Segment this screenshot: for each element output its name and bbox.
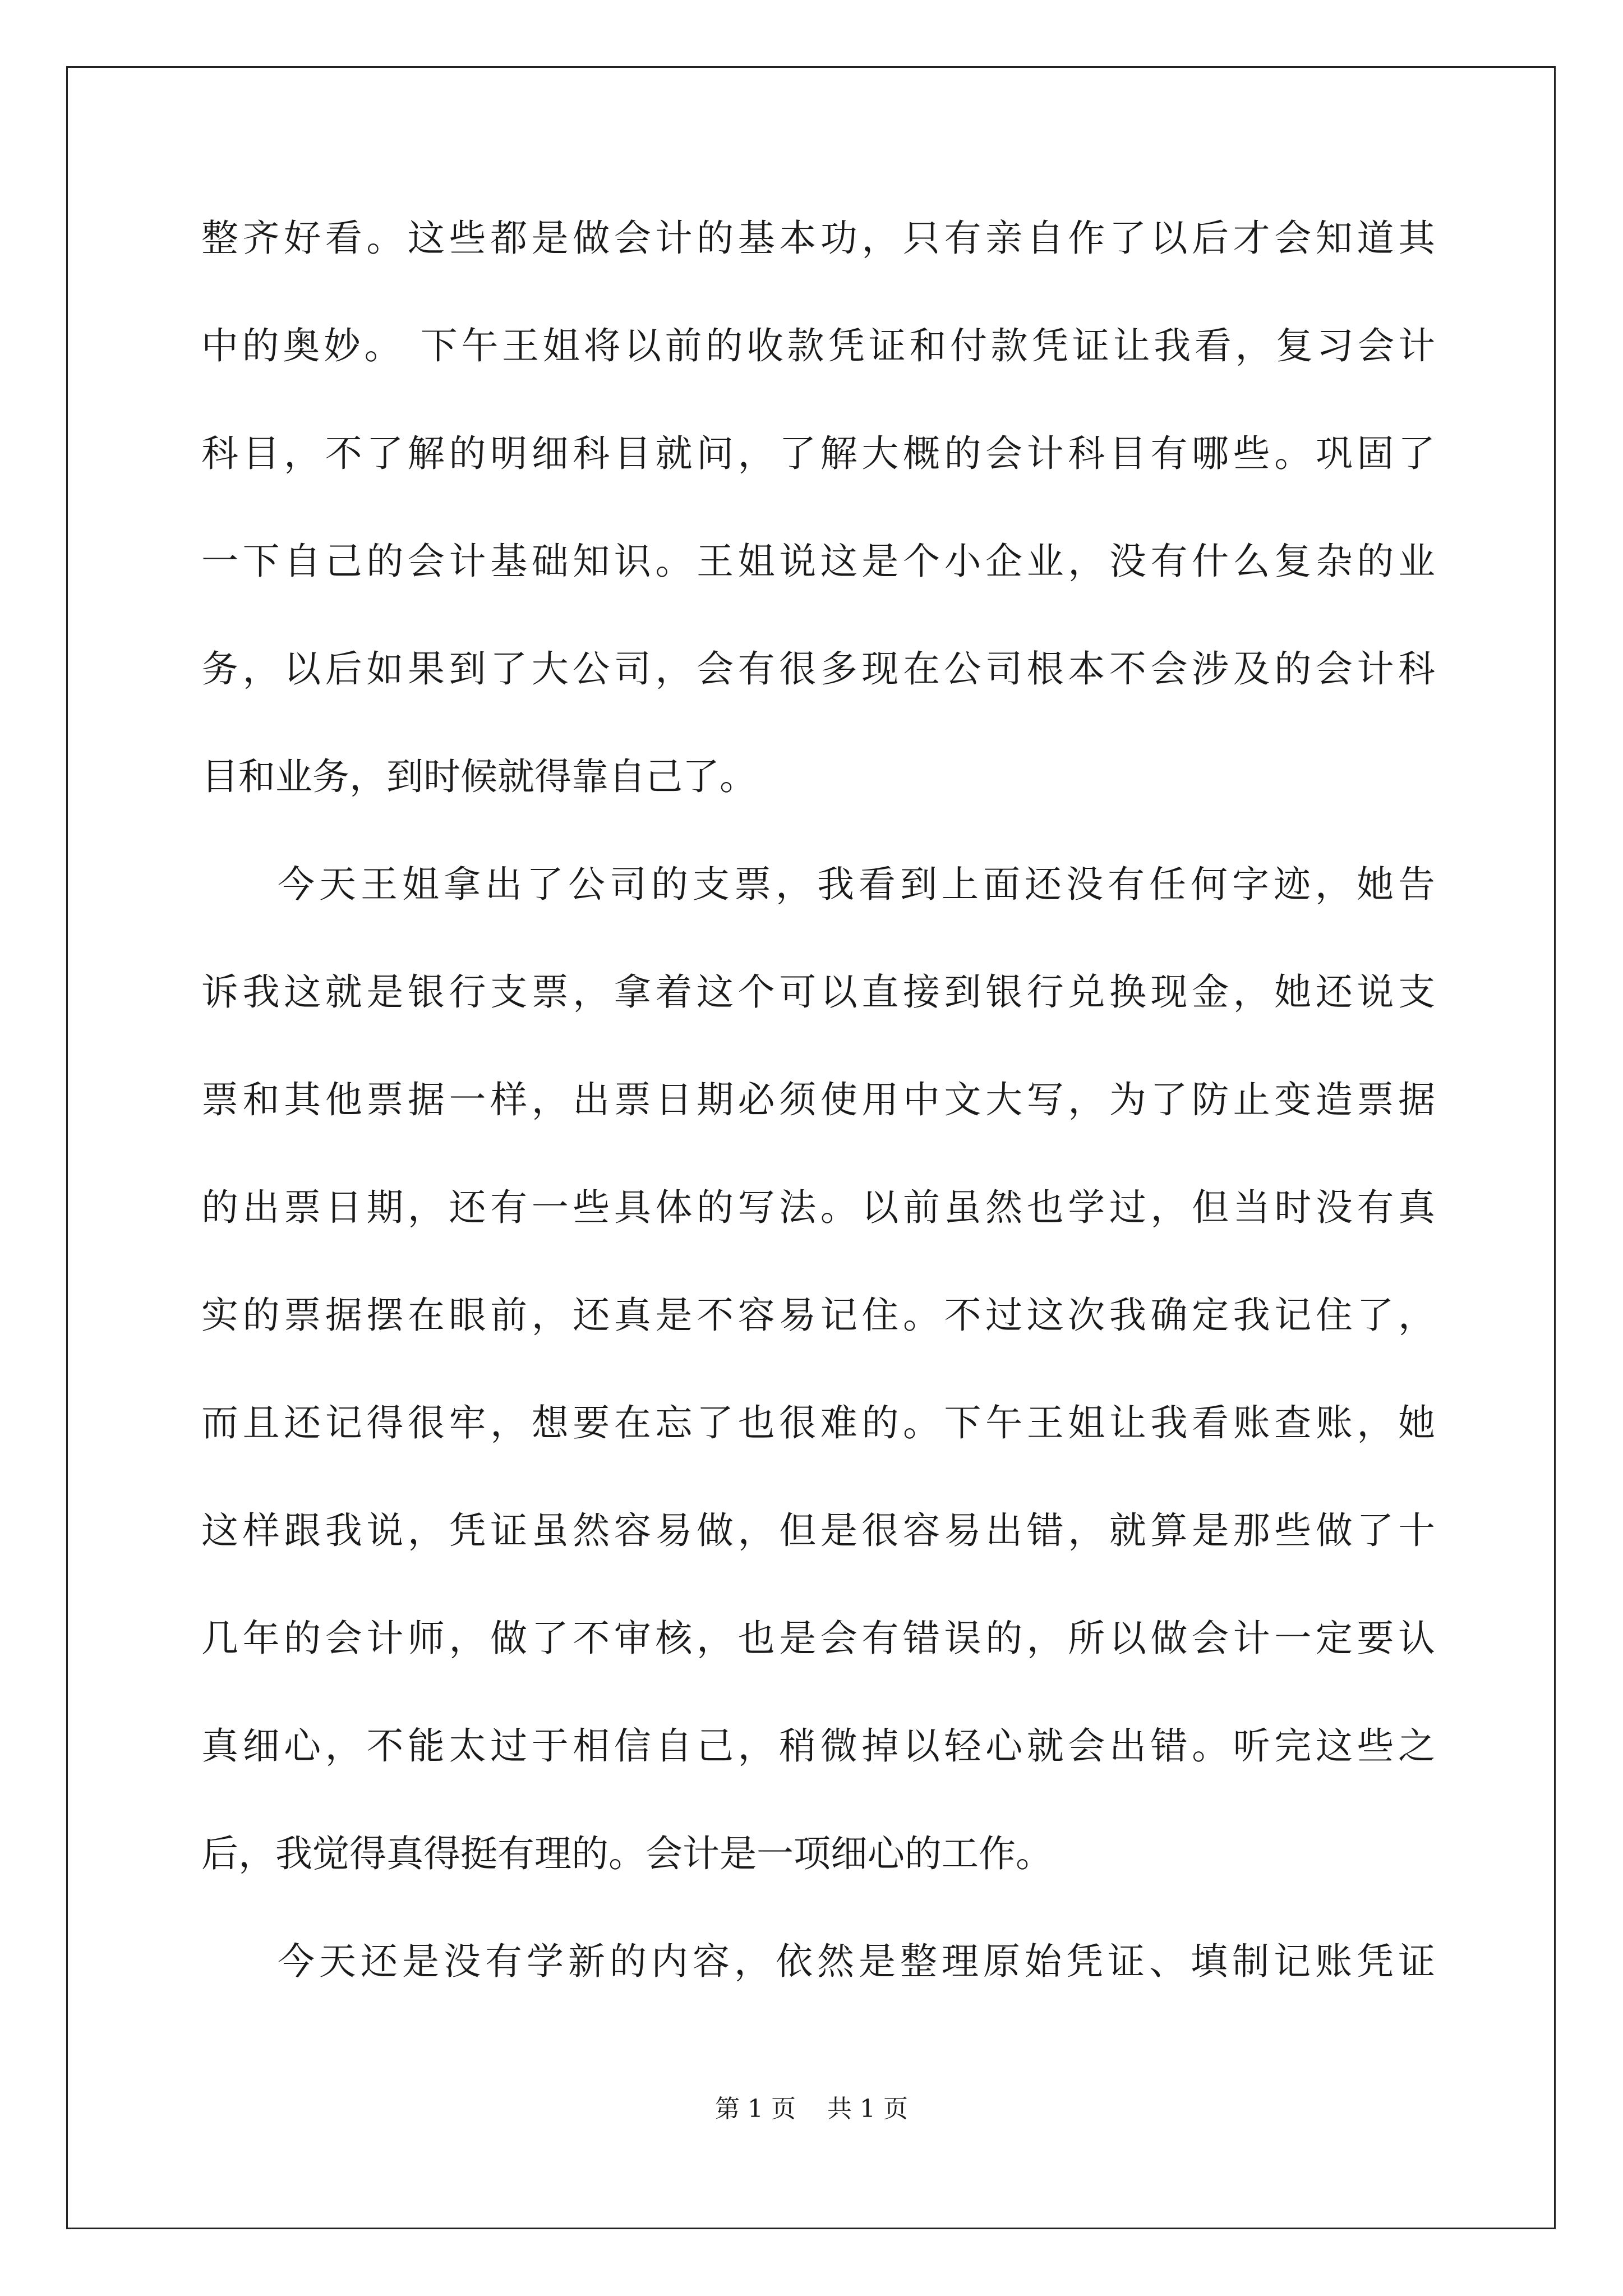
text-line: 票和其他票据一样，出票日期必须使用中文大写，为了防止变造票据 [201,1078,1435,1121]
page-footer [0,2093,1623,2125]
paragraph-first-line: 今天还是没有学新的内容，依然是整理原始凭证、填制记账凭证 [278,1940,1435,1983]
text-line: 务，以后如果到了大公司，会有很多现在公司根本不会涉及的会计科 [201,647,1435,691]
text-line: 真细心，不能太过于相信自己，稍微掉以轻心就会出错。听完这些之 [201,1724,1435,1768]
text-line: 后，我觉得真得挺有理的。会计是一项细心的工作。 [201,1832,1053,1875]
text-line: 实的票据摆在眼前，还真是不容易记住。不过这次我确定我记住了， [201,1294,1435,1337]
text-line: 整齐好看。这些都是做会计的基本功，只有亲自作了以后才会知道其 [201,217,1435,260]
text-line: 几年的会计师，做了不审核，也是会有错误的，所以做会计一定要认 [201,1617,1435,1660]
text-line: 中的奥妙。 下午王姐将以前的收款凭证和付款凭证让我看，复习会计 [201,324,1435,367]
text-line: 这样跟我说，凭证虽然容易做，但是很容易出错，就算是那些做了十 [201,1509,1435,1552]
text-line: 诉我这就是银行支票，拿着这个可以直接到银行兑换现金，她还说支 [201,970,1435,1014]
text-line: 一下自己的会计基础知识。王姐说这是个小企业，没有什么复杂的业 [201,540,1435,583]
text-line: 目和业务，到时候就得靠自己了。 [201,755,757,798]
text-line: 科目，不了解的明细科目就问，了解大概的会计科目有哪些。巩固了 [201,432,1435,475]
page-total: 共 1 页 [827,2095,908,2123]
page-number: 第 1 页 [715,2095,796,2123]
paragraph-first-line: 今天王姐拿出了公司的支票，我看到上面还没有任何字迹，她告 [278,863,1435,906]
text-line: 而且还记得很牢，想要在忘了也很难的。下午王姐让我看账查账，她 [201,1401,1435,1444]
document-body [201,210,1435,2041]
text-line: 的出票日期，还有一些具体的写法。以前虽然也学过，但当时没有真 [201,1186,1435,1229]
